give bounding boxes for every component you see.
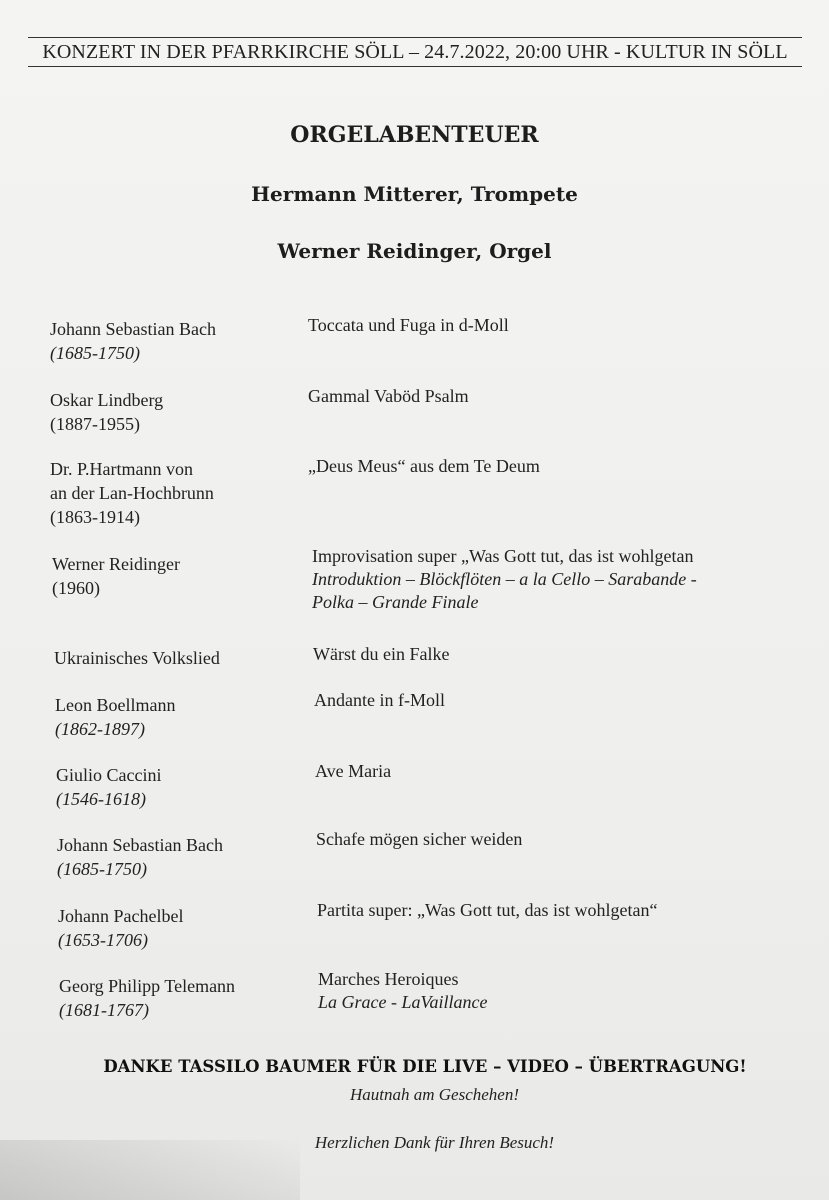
footer-note: Hautnah am Geschehen!	[349, 1085, 519, 1104]
program-composer: Oskar Lindberg (1887-1955)	[50, 390, 164, 434]
performer-trumpet: Hermann Mitterer, Trompete	[251, 182, 578, 206]
program-composer: Werner Reidinger (1960)	[52, 554, 180, 598]
program-composer: Giulio Caccini (1546-1618)	[56, 765, 162, 809]
header-rule-bottom	[28, 66, 802, 67]
header-rule-top	[28, 37, 802, 38]
program-piece: Wärst du ein Falke	[313, 644, 450, 664]
program-piece: Improvisation super „Was Gott tut, das ist wohlgetan Introduktion – Blöckflöten – a la Cello – Sarabande - Polka – Grande Finale	[312, 546, 697, 612]
program-composer: Johann Pachelbel (1653-1706)	[58, 906, 184, 950]
program-composer: Johann Sebastian Bach (1685-1750)	[57, 835, 223, 879]
footer-farewell: Herzlichen Dank für Ihren Besuch!	[314, 1133, 555, 1152]
program-composer: Georg Philipp Telemann (1681-1767)	[59, 976, 236, 1020]
program-piece: Toccata und Fuga in d-Moll	[308, 315, 509, 335]
concert-title: ORGELABENTEUER	[290, 122, 539, 148]
program-piece: Gammal Vaböd Psalm	[308, 386, 469, 406]
program-composer: Ukrainisches Volkslied	[54, 648, 220, 668]
program-piece: „Deus Meus“ aus dem Te Deum	[308, 456, 540, 476]
program-piece: Schafe mögen sicher weiden	[316, 829, 523, 849]
program-composer: Leon Boellmann (1862-1897)	[55, 695, 176, 739]
photo-shadow	[0, 1140, 300, 1200]
program-piece: Marches Heroiques La Grace - LaVaillance	[318, 969, 488, 1012]
program-piece: Ave Maria	[315, 761, 392, 781]
performer-organ: Werner Reidinger, Orgel	[277, 239, 552, 263]
thanks-video: DANKE TASSILO BAUMER FÜR DIE LIVE – VIDEO – ÜBERTRAGUNG!	[103, 1057, 747, 1076]
program-piece: Partita super: „Was Gott tut, das ist wohlgetan“	[317, 900, 658, 920]
program-piece: Andante in f-Moll	[314, 690, 445, 710]
program-composer: Johann Sebastian Bach (1685-1750)	[50, 319, 216, 363]
header-line: KONZERT IN DER PFARRKIRCHE SÖLL – 24.7.2022, 20:00 UHR - KULTUR IN SÖLL	[42, 41, 788, 63]
program-composer: Dr. P.Hartmann von an der Lan-Hochbrunn (1863-1914)	[50, 459, 214, 527]
